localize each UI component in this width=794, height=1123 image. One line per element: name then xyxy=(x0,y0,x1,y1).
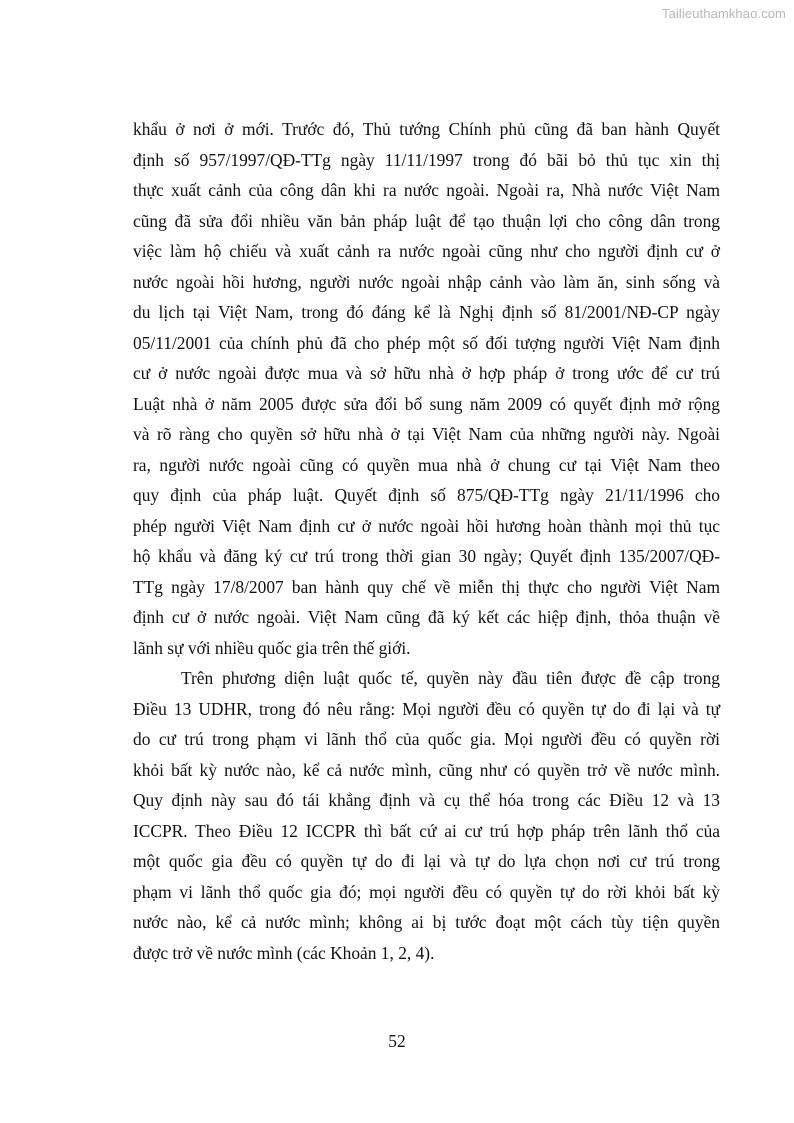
text-line: định cư ở nước ngoài. Việt Nam cũng đã ký kết các hiệp định, thỏa thuận về xyxy=(133,607,720,627)
paragraph xyxy=(133,663,720,968)
page-number: 52 xyxy=(388,1031,406,1051)
text-line: việc làm hộ chiếu và xuất cảnh ra nước ngoài cũng như cho người định cư ở xyxy=(133,241,720,261)
text-line: du lịch tại Việt Nam, trong đó đáng kể là Nghị định số 81/2001/NĐ-CP ngày xyxy=(133,302,720,322)
text-line: Luật nhà ở năm 2005 được sửa đổi bổ sung năm 2009 có quyết định mở rộng xyxy=(133,393,720,414)
text-line: do cư trú trong phạm vi lãnh thổ của quốc gia. Mọi người đều có quyền rời xyxy=(133,729,720,749)
text-line: TTg ngày 17/8/2007 ban hành quy chế về miễn thị thực cho người Việt Nam xyxy=(133,576,720,597)
text-line: ra, người nước ngoài cũng có quyền mua nhà ở chung cư tại Việt Nam theo xyxy=(133,454,720,475)
text-line: ICCPR. Theo Điều 12 ICCPR thì bất cứ ai cư trú hợp pháp trên lãnh thổ của xyxy=(133,820,720,841)
text-line: lãnh sự với nhiều quốc gia trên thế giới. xyxy=(133,637,411,658)
text-line: khỏi bất kỳ nước nào, kể cả nước mình, cũng như có quyền trở về nước mình. xyxy=(133,759,720,780)
text-line: được trở về nước mình (các Khoản 1, 2, 4). xyxy=(133,942,435,963)
text-line: phạm vi lãnh thổ quốc gia đó; mọi người đều có quyền tự do rời khỏi bất kỳ xyxy=(133,881,720,902)
text-line: định số 957/1997/QĐ-TTg ngày 11/11/1997 trong đó bãi bỏ thủ tục xin thị xyxy=(133,149,720,170)
text-line: và rõ ràng cho quyền sở hữu nhà ở tại Việt Nam của những người này. Ngoài xyxy=(133,424,720,444)
text-line: phép người Việt Nam định cư ở nước ngoài hồi hương hoàn thành mọi thủ tục xyxy=(133,515,720,536)
text-line: hộ khẩu và đăng ký cư trú trong thời gian 30 ngày; Quyết định 135/2007/QĐ- xyxy=(133,546,720,566)
text-line: Trên phương diện luật quốc tế, quyền này đầu tiên được đề cập trong xyxy=(181,668,720,688)
text-line: 05/11/2001 của chính phủ đã cho phép một số đối tượng người Việt Nam định xyxy=(133,332,720,353)
text-line: quy định của pháp luật. Quyết định số 875/QĐ-TTg ngày 21/11/1996 cho xyxy=(133,485,720,505)
text-line: khẩu ở nơi ở mới. Trước đó, Thủ tướng Chính phủ cũng đã ban hành Quyết xyxy=(133,119,720,139)
text-line: nước nào, kể cả nước mình; không ai bị tước đoạt một cách tùy tiện quyền xyxy=(133,912,720,932)
document-body xyxy=(133,114,720,968)
text-line: nước ngoài hồi hương, người nước ngoài nhập cảnh vào làm ăn, sinh sống và xyxy=(133,271,720,292)
paragraph xyxy=(133,114,720,663)
watermark: Tailieuthamkhao.com xyxy=(661,6,786,21)
text-line: cư ở nước ngoài được mua và sở hữu nhà ở hợp pháp ở trong ước để cư trú xyxy=(133,363,720,383)
text-line: một quốc gia đều có quyền tự do đi lại và tự do lựa chọn nơi cư trú trong xyxy=(133,851,720,871)
text-line: thực xuất cảnh của công dân khi ra nước ngoài. Ngoài ra, Nhà nước Việt Nam xyxy=(133,180,720,200)
text-line: Điều 13 UDHR, trong đó nêu rằng: Mọi người đều có quyền tự do đi lại và tự xyxy=(133,698,720,719)
text-line: cũng đã sửa đổi nhiều văn bản pháp luật để tạo thuận lợi cho công dân trong xyxy=(133,210,720,231)
text-line: Quy định này sau đó tái khẳng định và cụ thể hóa trong các Điều 12 và 13 xyxy=(133,790,720,810)
